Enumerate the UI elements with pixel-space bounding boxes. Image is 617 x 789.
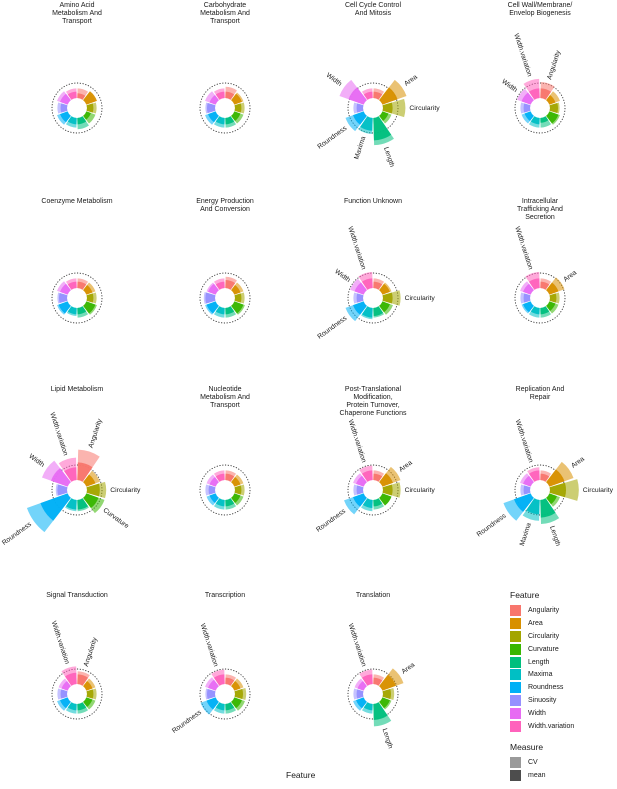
feature-legend-title: Feature — [510, 590, 540, 600]
legend-swatch-maxima — [510, 669, 521, 680]
legend-item-circularity — [510, 630, 615, 643]
legend-item-curvature — [510, 643, 615, 656]
feature-label-circularity: Circularity — [582, 486, 614, 494]
bar-mean-sinuosity — [357, 689, 364, 698]
feature-label-width-variation: Width.variation — [346, 225, 367, 271]
legend — [510, 590, 615, 782]
measure-legend-title: Measure — [510, 741, 544, 752]
measure-legend-item-mean — [510, 769, 615, 782]
panel-title: Signal Transduction — [46, 592, 108, 599]
feature-label-roundness: Roundness — [1, 521, 33, 547]
legend-label-length: Length — [528, 658, 550, 666]
panel-title: Coenzyme Metabolism — [41, 198, 113, 205]
panel-title: Amino Acid Metabolism And Transport — [52, 2, 102, 25]
legend-item-width — [510, 707, 615, 720]
feature-label-area: Area — [562, 269, 579, 284]
feature-label-width-variation: Width.variation — [513, 225, 534, 271]
bar-mean-circularity — [383, 689, 391, 699]
feature-label-curvature: Curvature — [101, 506, 130, 531]
panel-title: Nucleotide Metabolism And Transport — [200, 386, 250, 409]
panel-title: Intracellular Trafficking And Secretion — [517, 198, 563, 221]
legend-label-width: Width — [528, 710, 546, 718]
legend-label-area: Area — [528, 619, 543, 627]
feature-label-area: Area — [570, 455, 586, 470]
feature-label-circularity: Circularity — [404, 294, 435, 302]
feature-label-length: Length — [380, 727, 394, 750]
legend-swatch-area — [510, 618, 521, 629]
legend-label-width-variation: Width.variation — [528, 722, 575, 730]
legend-label-curvature: Curvature — [528, 645, 559, 653]
feature-legend — [510, 604, 615, 733]
feature-label-angularity: Angularity — [546, 49, 563, 81]
legend-swatch-sinuosity — [510, 695, 521, 706]
legend-swatch-width-variation — [510, 721, 521, 732]
panel-title: Carbohydrate Metabolism And Transport — [200, 2, 250, 25]
panel-title: Post-Translational Modification, Protein Turnover, Chaperone Functions — [339, 386, 407, 417]
panel-title: Energy Production And Conversion — [196, 198, 254, 213]
legend-swatch-width — [510, 708, 521, 719]
feature-label-angularity: Angularity — [87, 418, 104, 449]
legend-label-sinuosity: Sinuosity — [528, 697, 557, 705]
feature-label-length: Length — [382, 146, 396, 169]
x-axis-label: Feature — [286, 770, 316, 780]
feature-label-width-variation: Width.variation — [513, 418, 535, 464]
feature-label-roundness: Roundness — [475, 512, 508, 539]
panel-title: Cell Cycle Control And Mitosis — [344, 2, 402, 17]
panel-title: Function Unknown — [344, 198, 402, 205]
feature-label-width: Width — [27, 452, 46, 469]
panel-title: Replication And Repair — [515, 386, 565, 401]
legend-label-roundness: Roundness — [528, 684, 564, 692]
legend-item-roundness — [510, 681, 615, 694]
legend-item-maxima — [510, 668, 615, 681]
feature-label-width-variation: Width.variation — [512, 32, 533, 78]
legend-item-angularity — [510, 604, 615, 617]
feature-label-width: Width — [333, 268, 352, 285]
feature-label-area: Area — [397, 459, 414, 474]
legend-item-sinuosity — [510, 694, 615, 707]
legend-swatch-length — [510, 657, 521, 668]
panel-title: Transcription — [204, 592, 246, 599]
panel-title: Cell Wall/Membrane/ Envelop Biogenesis — [507, 2, 573, 17]
feature-label-circularity: Circularity — [404, 486, 435, 494]
feature-label-area: Area — [400, 661, 417, 676]
feature-label-width-variation: Width.variation — [48, 411, 69, 457]
feature-label-roundness: Roundness — [316, 124, 349, 151]
measure-label-mean: mean — [528, 771, 546, 779]
legend-label-angularity: Angularity — [528, 606, 560, 614]
legend-label-maxima: Maxima — [528, 671, 553, 679]
measure-legend — [510, 742, 615, 782]
legend-swatch-roundness — [510, 682, 521, 693]
feature-label-roundness: Roundness — [315, 507, 348, 534]
feature-label-angularity: Angularity — [82, 636, 99, 668]
feature-label-width-variation: Width.variation — [49, 620, 71, 666]
feature-label-circularity: Circularity — [409, 104, 440, 112]
legend-swatch-angularity — [510, 605, 521, 616]
feature-label-width: Width — [324, 71, 343, 88]
feature-label-maxima: Maxima — [518, 522, 533, 547]
feature-label-roundness: Roundness — [316, 314, 349, 341]
feature-label-width-variation: Width.variation — [346, 622, 368, 668]
feature-label-maxima: Maxima — [353, 135, 368, 161]
measure-label-cv: CV — [528, 758, 538, 766]
feature-label-width-variation: Width.variation — [346, 418, 368, 464]
measure-legend-item-cv — [510, 756, 615, 769]
legend-item-length — [510, 656, 615, 669]
feature-label-length: Length — [548, 525, 562, 548]
swatch-cv — [510, 757, 521, 768]
legend-item-width-variation — [510, 720, 615, 733]
swatch-mean — [510, 770, 521, 781]
feature-label-circularity: Circularity — [110, 486, 141, 494]
feature-label-roundness: Roundness — [171, 709, 203, 735]
panel-title: Lipid Metabolism — [50, 386, 104, 393]
legend-item-area — [510, 617, 615, 630]
feature-label-area: Area — [403, 73, 419, 88]
panel-title: Translation — [355, 592, 391, 599]
feature-label-width: Width — [500, 78, 519, 95]
legend-swatch-curvature — [510, 644, 521, 655]
legend-swatch-circularity — [510, 631, 521, 642]
feature-label-width-variation: Width.variation — [198, 622, 220, 668]
legend-label-circularity: Circularity — [528, 632, 560, 640]
